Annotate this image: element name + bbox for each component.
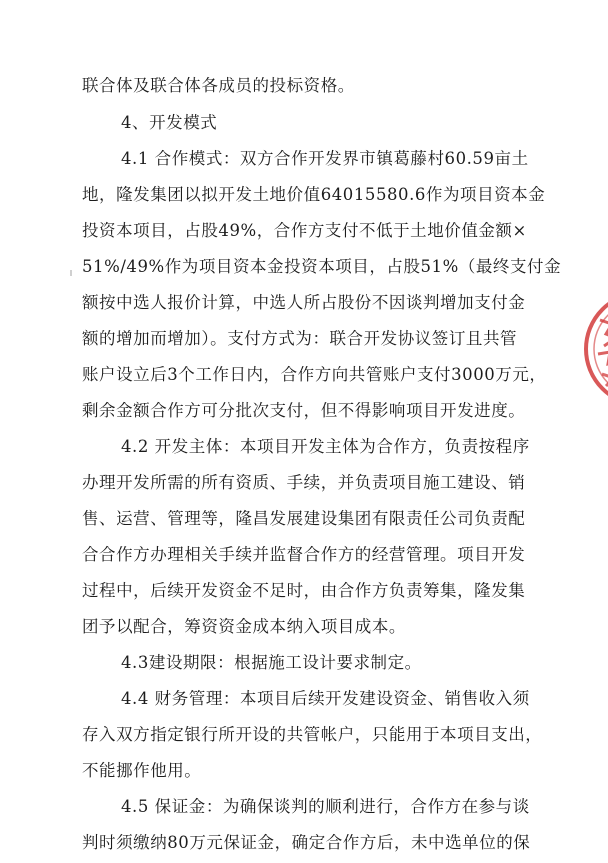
text-line-4-2-c: 售、运营、管理等，隆昌发展建设集团有限责任公司负责配: [82, 509, 526, 528]
text-line-4-4-c: 不能挪作他用。: [82, 761, 202, 780]
text-line-4-2-f: 团予以配合，筹资资金成本纳入项目成本。: [82, 617, 406, 636]
text-line-4-4-a: 4.4 财务管理：本项目后续开发建设资金、销售收入须: [121, 689, 530, 708]
text-line-4-2-a: 4.2 开发主体：本项目开发主体为合作方，负责按程序: [121, 437, 530, 456]
text-line-1: 联合体及联合体各成员的投标资格。: [82, 76, 355, 95]
text-line-4-2-b: 办理开发所需的所有资质、手续，并负责项目施工建设、销: [82, 473, 526, 492]
text-line-4-3: 4.3建设期限：根据施工设计要求制定。: [121, 653, 422, 672]
text-line-4-1-b: 地，隆发集团以拟开发土地价值64015580.6作为项目资本金: [82, 185, 546, 204]
scan-artifact: [70, 270, 72, 276]
text-line-4-1-d: 51%/49%作为项目资本金投资本项目，占股51%（最终支付金: [82, 257, 562, 276]
text-line-4-1-a: 4.1 合作模式：双方合作开发界市镇葛藤村60.59亩土: [121, 149, 529, 168]
text-line-4-5-a: 4.5 保证金：为确保谈判的顺利进行，合作方在参与谈: [121, 797, 530, 816]
section-heading-4: 4、开发模式: [121, 113, 218, 132]
text-line-4-2-e: 过程中，后续开发资金不足时，由合作方负责筹集，隆发集: [82, 581, 526, 600]
text-line-4-1-g: 账户设立后3个工作日内，合作方向共管账户支付3000万元，: [82, 365, 547, 384]
text-line-4-4-b: 存入双方指定银行所开设的共管帐户，只能用于本项目支出，: [82, 725, 543, 744]
text-line-4-1-f: 额的增加而增加）。支付方式为：联合开发协议签订且共管: [82, 329, 518, 348]
text-line-4-2-d: 合合作方办理相关手续并监督合作方的经营管理。项目开发: [82, 545, 526, 564]
text-line-4-1-h: 剩余金额合作方可分批次支付，但不得影响项目开发进度。: [82, 401, 526, 420]
text-line-4-5-b: 判时须缴纳80万元保证金，确定合作方后，未中选单位的保: [82, 833, 531, 852]
red-seal-icon: [582, 290, 608, 408]
text-line-4-1-c: 投资本项目，占股49%，合作方支付不低于土地价值金额×: [82, 221, 527, 240]
text-line-4-1-e: 额按中选人报价计算，中选人所占股份不因谈判增加支付金: [82, 293, 526, 312]
